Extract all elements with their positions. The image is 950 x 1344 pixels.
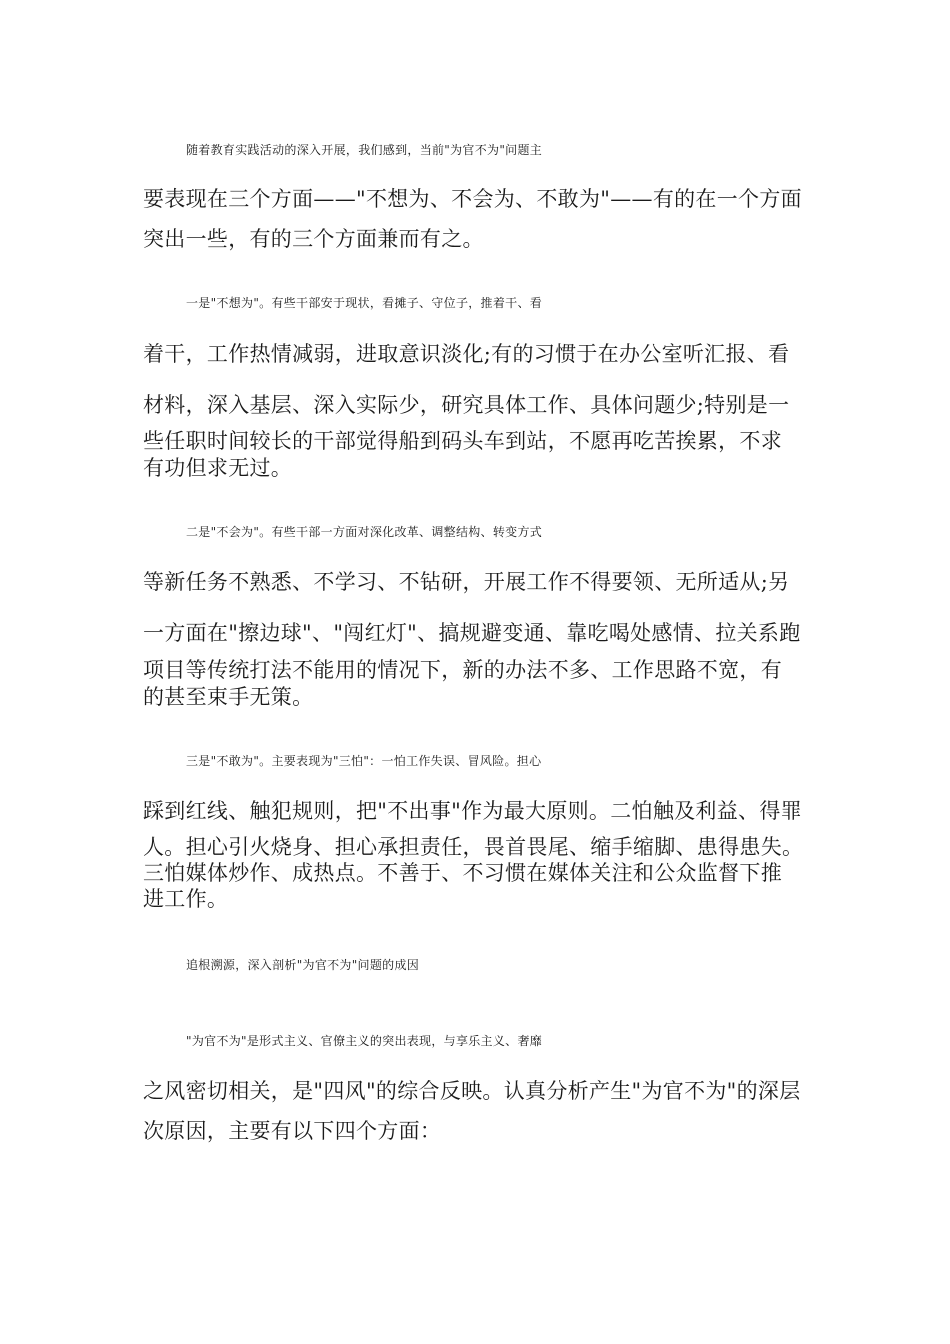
paragraph-1-line-3: 突出一些，有的三个方面兼而有之。: [143, 227, 484, 251]
paragraph-2-line-4: 些任职时间较长的干部觉得船到码头车到站，不愿再吃苦挨累，不求: [143, 429, 782, 453]
paragraph-3-line-2: 等新任务不熟悉、不学习、不钻研，开展工作不得要领、无所适从;另: [143, 570, 790, 594]
paragraph-3-line-1: 二是"不会为"。有些干部一方面对深化改革、调整结构、转变方式: [186, 525, 543, 539]
paragraph-6-line-1: "为官不为"是形式主义、官僚主义的突出表现，与享乐主义、奢靡: [186, 1034, 543, 1048]
paragraph-2-line-1: 一是"不想为"。有些干部安于现状，看摊子、守位子，推着干、看: [186, 296, 543, 310]
paragraph-2-line-5: 有功但求无过。: [143, 456, 293, 480]
paragraph-2-line-2: 着干，工作热情减弱，进取意识淡化;有的习惯于在办公室听汇报、看: [143, 342, 790, 366]
paragraph-4-line-4: 三怕媒体炒作、成热点。不善于、不习惯在媒体关注和公众监督下推: [143, 861, 782, 885]
paragraph-6-line-2: 之风密切相关，是"四风"的综合反映。认真分析产生"为官不为"的深层: [143, 1079, 801, 1103]
paragraph-1-line-1: 随着教育实践活动的深入开展，我们感到，当前"为官不为"问题主: [186, 143, 543, 157]
paragraph-4-line-5: 进工作。: [143, 887, 229, 911]
paragraph-1-line-2: 要表现在三个方面——"不想为、不会为、不敢为"——有的在一个方面: [143, 187, 802, 211]
paragraph-6-line-3: 次原因，主要有以下四个方面：: [143, 1119, 442, 1143]
paragraph-4-line-2: 踩到红线、触犯规则，把"不出事"作为最大原则。二怕触及利益、得罪: [143, 799, 802, 823]
paragraph-4-line-3: 人。担心引火烧身、担心承担责任，畏首畏尾、缩手缩脚、患得患失。: [143, 835, 804, 859]
paragraph-2-line-3: 材料，深入基层、深入实际少，研究具体工作、具体问题少;特别是一: [143, 393, 790, 417]
paragraph-3-line-4: 项目等传统打法不能用的情况下，新的办法不多、工作思路不宽，有: [143, 658, 782, 682]
paragraph-4-line-1: 三是"不敢为"。主要表现为"三怕"：一怕工作失误、冒风险。担心: [186, 754, 542, 768]
paragraph-3-line-5: 的甚至束手无策。: [143, 685, 314, 709]
section-heading: 追根溯源，深入剖析"为官不为"问题的成因: [186, 958, 420, 972]
paragraph-3-line-3: 一方面在"擦边球"、"闯红灯"、搞规避变通、靠吃喝处感情、拉关系跑: [143, 621, 801, 645]
